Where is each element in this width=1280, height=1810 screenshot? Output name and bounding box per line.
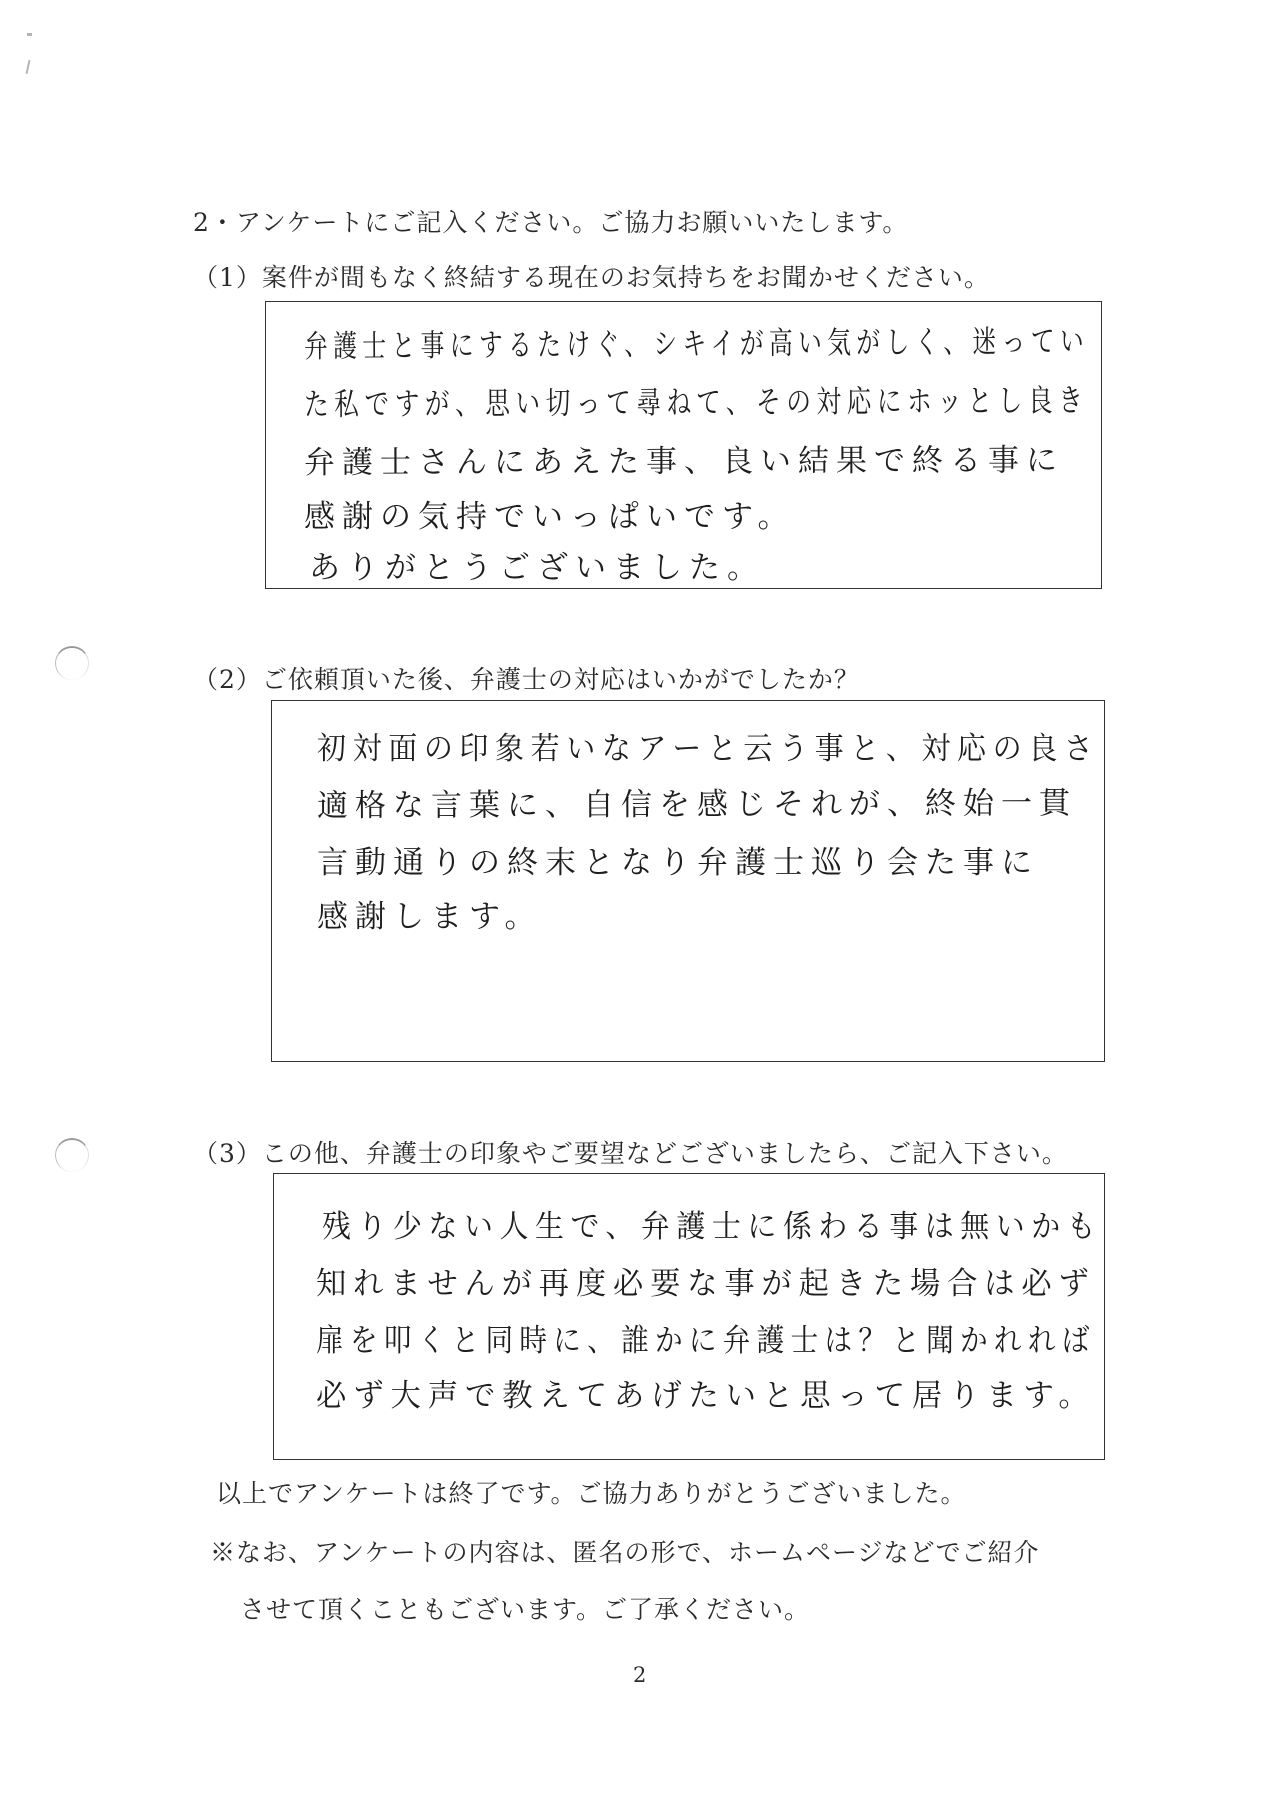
handwritten-line: 弁護士さんにあえた事、良い結果で終る事に: [303, 442, 1065, 481]
answer-box-2: [271, 700, 1105, 1062]
handwritten-line: 残り少ない人生で、弁護士に係わる事は無いかも: [322, 1209, 1103, 1245]
notice-line-2: させて頂くこともございます。ご了承ください。: [240, 1595, 811, 1624]
scan-speck: [26, 60, 31, 74]
question-3-label: （3）この他、弁護士の印象やご要望などございましたら、ご記入下さい。: [193, 1139, 1068, 1168]
notice-line-1: ※なお、アンケートの内容は、匿名の形で、ホームページなどでご紹介: [210, 1538, 1040, 1567]
handwritten-line: 感謝の気持でいっぱいです。: [304, 499, 796, 535]
question-2-label: （2）ご依頼頂いた後、弁護士の対応はいかがでしたか？: [193, 665, 860, 694]
survey-heading: 2・アンケートにご記入ください。ご協力お願いいたします。: [193, 208, 909, 237]
answer-box-1: [265, 301, 1102, 589]
handwritten-line: 感謝します。: [317, 899, 543, 935]
punch-hole: [55, 646, 89, 680]
handwritten-line: ありがとうございました。: [309, 550, 765, 586]
handwritten-line: 初対面の印象若いなアーと云う事と、対応の良さ: [317, 731, 1100, 767]
scan-speck: [27, 33, 32, 36]
handwritten-line: 扉を叩くと同時に、誰かに弁護士は？と聞かれれば: [316, 1323, 1096, 1359]
question-1-label: （1）案件が間もなく終結する現在のお気持ちをお聞かせください。: [193, 263, 990, 292]
handwritten-line: 言動通りの終末となり弁護士巡り会た事に: [317, 845, 1039, 881]
handwritten-line: 知れませんが再度必要な事が起きた場合は必ず: [316, 1266, 1096, 1302]
handwritten-line: た私ですが、思い切って尋ねて、その対応にホッとし良き: [303, 382, 1089, 423]
handwritten-line: 適格な言葉に、自信を感じそれが、終始一貫: [316, 785, 1078, 824]
handwritten-line: 弁護士と事にするたけぐ、シキイが高い気がしく、迷ってい: [303, 323, 1090, 365]
answer-box-3: [273, 1173, 1105, 1460]
page-number: 2: [633, 1663, 648, 1687]
punch-hole: [55, 1138, 89, 1172]
handwritten-line: 必ず大声で教えてあげたいと思って居ります。: [316, 1378, 1096, 1414]
closing-text: 以上でアンケートは終了です。ご協力ありがとうございました。: [216, 1479, 967, 1508]
